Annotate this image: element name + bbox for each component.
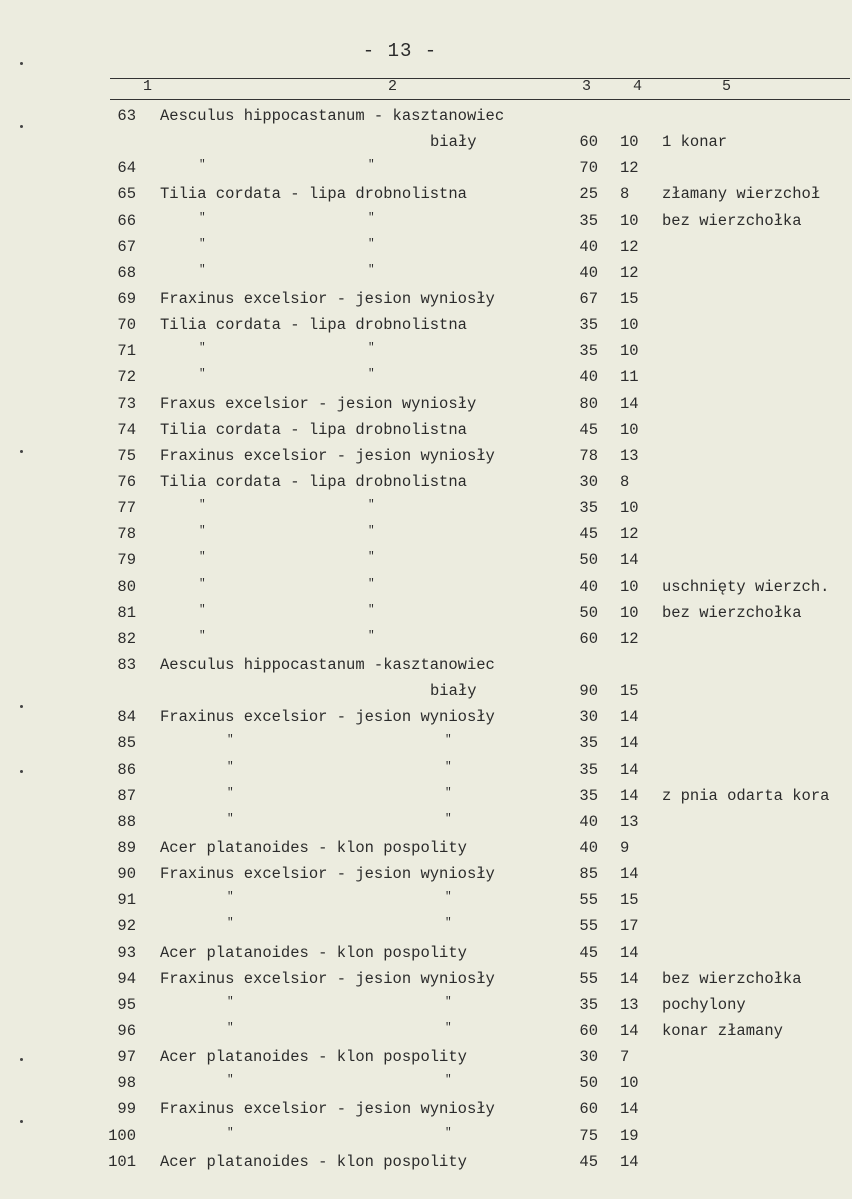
remark: pochylony <box>662 995 746 1014</box>
ditto-mark: " <box>445 760 452 773</box>
row-number: 75 <box>117 446 136 465</box>
ditto-mark: " <box>445 1126 452 1139</box>
species-name: Tilia cordata - lipa drobnolistna <box>160 316 467 335</box>
column-4-value: 14 <box>620 1100 639 1119</box>
column-4-value: 14 <box>620 1021 639 1040</box>
row-number: 98 <box>117 1074 136 1093</box>
ditto-mark: " <box>227 1021 234 1034</box>
column-3-value: 85 <box>579 865 598 884</box>
column-3-value: 78 <box>579 446 598 465</box>
column-3-value: 50 <box>579 603 598 622</box>
remark: uschnięty wierzch. <box>662 577 830 596</box>
row-number: 100 <box>108 1126 136 1145</box>
ditto-mark: " <box>227 1126 234 1139</box>
row-number: 64 <box>117 159 136 178</box>
column-4-value: 14 <box>620 1152 639 1171</box>
column-4-value: 10 <box>620 1074 639 1093</box>
row-number: 65 <box>117 185 136 204</box>
ditto-mark: " <box>445 1074 452 1087</box>
margin-dot <box>20 1120 23 1123</box>
remark: bez wierzchołka <box>662 211 802 230</box>
column-3-value: 40 <box>579 263 598 282</box>
ditto-mark: " <box>368 159 375 172</box>
table-row <box>0 968 852 994</box>
row-number: 78 <box>117 525 136 544</box>
row-number: 66 <box>117 211 136 230</box>
row-number: 81 <box>117 603 136 622</box>
table-row <box>0 549 852 575</box>
column-3-value: 35 <box>579 499 598 518</box>
table-row <box>0 105 852 157</box>
column-3-value: 40 <box>579 838 598 857</box>
species-name: Fraxinus excelsior - jesion wyniosły <box>160 969 495 988</box>
species-name: Acer platanoides - klon pospolity <box>160 943 467 962</box>
species-name: Acer platanoides - klon pospolity <box>160 1048 467 1067</box>
row-number: 87 <box>117 786 136 805</box>
row-number: 97 <box>117 1048 136 1067</box>
table-row <box>0 445 852 471</box>
column-4-value: 15 <box>620 891 639 910</box>
ditto-mark: " <box>227 734 234 747</box>
ditto-mark: " <box>199 629 206 642</box>
species-name-continued: biały <box>430 133 477 151</box>
column-4-value: 10 <box>620 420 639 439</box>
ditto-mark: " <box>199 263 206 276</box>
table-row <box>0 759 852 785</box>
ditto-mark: " <box>368 263 375 276</box>
column-3-value: 35 <box>579 342 598 361</box>
species-name: Acer platanoides - klon pospolity <box>160 1152 467 1171</box>
column-3-value: 55 <box>579 917 598 936</box>
table-row <box>0 1125 852 1151</box>
table-row <box>0 419 852 445</box>
column-3-value: 60 <box>579 133 598 151</box>
column-3-value: 60 <box>579 629 598 648</box>
table-row <box>0 236 852 262</box>
column-3-value: 35 <box>579 786 598 805</box>
ditto-mark: " <box>227 760 234 773</box>
table-row <box>0 523 852 549</box>
row-number: 70 <box>117 316 136 335</box>
column-3-value: 67 <box>579 290 598 308</box>
column-4-value: 13 <box>620 446 639 465</box>
column-4-value: 13 <box>620 812 639 831</box>
column-3-value: 40 <box>579 237 598 256</box>
species-name: Fraxinus excelsior - jesion wyniosły <box>160 446 495 465</box>
column-4-value: 10 <box>620 316 639 335</box>
table-row <box>0 863 852 889</box>
row-number: 88 <box>117 812 136 831</box>
remark: konar złamany <box>662 1021 783 1040</box>
ditto-mark: " <box>368 499 375 512</box>
column-3-value: 45 <box>579 525 598 544</box>
ditto-mark: " <box>368 629 375 642</box>
species-name: Fraxinus excelsior - jesion wyniosły <box>160 290 495 308</box>
column-4-value: 10 <box>620 577 639 596</box>
ditto-mark: " <box>199 211 206 224</box>
row-number: 79 <box>117 551 136 570</box>
column-3-value: 75 <box>579 1126 598 1145</box>
species-name: Tilia cordata - lipa drobnolistna <box>160 185 467 204</box>
column-4-value: 8 <box>620 185 630 204</box>
table-row <box>0 602 852 628</box>
column-3-value: 50 <box>579 1074 598 1093</box>
table-row <box>0 366 852 392</box>
table-row <box>0 393 852 419</box>
ditto-mark: " <box>445 786 452 799</box>
row-number: 71 <box>117 342 136 361</box>
margin-dot <box>20 450 23 453</box>
table-row <box>0 157 852 183</box>
ditto-mark: " <box>368 368 375 381</box>
margin-dot <box>20 1058 23 1061</box>
row-number: 80 <box>117 577 136 596</box>
ditto-mark: " <box>368 525 375 538</box>
column-3-value: 30 <box>579 708 598 727</box>
ditto-mark: " <box>199 368 206 381</box>
column-4-value: 14 <box>620 708 639 727</box>
column-4-value: 19 <box>620 1126 639 1145</box>
table-row <box>0 576 852 602</box>
column-4-value: 14 <box>620 394 639 413</box>
row-number: 83 <box>117 655 136 674</box>
table-row <box>0 471 852 497</box>
column-4-value: 8 <box>620 472 630 491</box>
species-name: Aesculus hippocastanum -kasztanowiec <box>160 655 495 674</box>
column-4-value: 10 <box>620 211 639 230</box>
column-3-value: 50 <box>579 551 598 570</box>
species-name: Fraxinus excelsior - jesion wyniosły <box>160 708 495 727</box>
row-number: 63 <box>117 107 136 125</box>
table-header-rule <box>110 99 850 100</box>
table-row <box>0 1072 852 1098</box>
row-number: 90 <box>117 865 136 884</box>
column-3-value: 35 <box>579 316 598 335</box>
column-4-value: 10 <box>620 603 639 622</box>
ditto-mark: " <box>227 891 234 904</box>
margin-dot <box>20 62 23 65</box>
column-4-value: 14 <box>620 943 639 962</box>
column-3-value: 55 <box>579 891 598 910</box>
column-4-value: 13 <box>620 995 639 1014</box>
species-name: Tilia cordata - lipa drobnolistna <box>160 420 467 439</box>
ditto-mark: " <box>368 342 375 355</box>
row-number: 95 <box>117 995 136 1014</box>
table-top-rule <box>110 78 850 79</box>
remark: bez wierzchołka <box>662 969 802 988</box>
column-4-value: 9 <box>620 838 630 857</box>
table-row <box>0 785 852 811</box>
row-number: 84 <box>117 708 136 727</box>
row-number: 89 <box>117 838 136 857</box>
column-3-value: 45 <box>579 943 598 962</box>
row-number: 68 <box>117 263 136 282</box>
column-3-value: 90 <box>579 681 598 700</box>
table-row <box>0 915 852 941</box>
row-number: 92 <box>117 917 136 936</box>
remark: z pnia odarta kora <box>662 786 830 805</box>
species-name: Tilia cordata - lipa drobnolistna <box>160 472 467 491</box>
ditto-mark: " <box>199 577 206 590</box>
row-number: 82 <box>117 629 136 648</box>
table-row <box>0 210 852 236</box>
column-4-value: 10 <box>620 342 639 361</box>
column-4-value: 14 <box>620 760 639 779</box>
column-3-value: 80 <box>579 394 598 413</box>
ditto-mark: " <box>368 603 375 616</box>
ditto-mark: " <box>368 551 375 564</box>
ditto-mark: " <box>199 342 206 355</box>
column-4-value: 14 <box>620 551 639 570</box>
column-3-value: 35 <box>579 760 598 779</box>
column-4-value: 15 <box>620 681 639 700</box>
column-3-value: 35 <box>579 211 598 230</box>
ditto-mark: " <box>368 211 375 224</box>
species-name: Fraxinus excelsior - jesion wyniosły <box>160 1100 495 1119</box>
column-4-value: 11 <box>620 368 639 387</box>
table-row <box>0 837 852 863</box>
ditto-mark: " <box>445 734 452 747</box>
species-name-continued: biały <box>430 681 477 700</box>
column-4-value: 14 <box>620 786 639 805</box>
column-4-value: 12 <box>620 263 639 282</box>
column-3-value: 25 <box>579 185 598 204</box>
column-4-value: 10 <box>620 499 639 518</box>
tree-inventory-table <box>0 105 852 1177</box>
species-name: Aesculus hippocastanum - kasztanowiec <box>160 107 505 125</box>
column-4-value: 15 <box>620 290 639 308</box>
column-3-value: 30 <box>579 472 598 491</box>
table-row <box>0 942 852 968</box>
table-row <box>0 497 852 523</box>
row-number: 74 <box>117 420 136 439</box>
column-4-value: 14 <box>620 865 639 884</box>
margin-dot <box>20 125 23 128</box>
table-row <box>0 1151 852 1177</box>
column-4-value: 7 <box>620 1048 630 1067</box>
column-3-value: 60 <box>579 1021 598 1040</box>
ditto-mark: " <box>445 891 452 904</box>
row-number: 94 <box>117 969 136 988</box>
column-3-value: 40 <box>579 368 598 387</box>
column-4-value: 12 <box>620 525 639 544</box>
ditto-mark: " <box>227 917 234 930</box>
table-row <box>0 183 852 209</box>
table-row <box>0 811 852 837</box>
row-number: 76 <box>117 472 136 491</box>
column-4-value: 10 <box>620 133 639 151</box>
table-row <box>0 1098 852 1124</box>
ditto-mark: " <box>199 603 206 616</box>
column-3-value: 45 <box>579 1152 598 1171</box>
column-3-value: 40 <box>579 812 598 831</box>
column-3-value: 70 <box>579 159 598 178</box>
table-row <box>0 732 852 758</box>
column-3-value: 35 <box>579 734 598 753</box>
row-number: 72 <box>117 368 136 387</box>
table-row <box>0 340 852 366</box>
row-number: 93 <box>117 943 136 962</box>
column-header-2: 2 <box>388 78 398 95</box>
species-name: Acer platanoides - klon pospolity <box>160 838 467 857</box>
column-3-value: 45 <box>579 420 598 439</box>
ditto-mark: " <box>445 995 452 1008</box>
column-4-value: 14 <box>620 969 639 988</box>
column-header-3: 3 <box>582 78 592 95</box>
ditto-mark: " <box>199 159 206 172</box>
column-3-value: 30 <box>579 1048 598 1067</box>
column-header-5: 5 <box>722 78 732 95</box>
ditto-mark: " <box>445 917 452 930</box>
margin-dot <box>20 770 23 773</box>
remark: bez wierzchołka <box>662 603 802 622</box>
row-number: 85 <box>117 734 136 753</box>
table-row <box>0 1020 852 1046</box>
row-number: 96 <box>117 1021 136 1040</box>
row-number: 73 <box>117 394 136 413</box>
column-4-value: 12 <box>620 159 639 178</box>
ditto-mark: " <box>227 812 234 825</box>
species-name: Fraxinus excelsior - jesion wyniosły <box>160 865 495 884</box>
ditto-mark: " <box>227 995 234 1008</box>
column-4-value: 12 <box>620 629 639 648</box>
row-number: 77 <box>117 499 136 518</box>
table-row <box>0 654 852 706</box>
row-number: 91 <box>117 891 136 910</box>
table-row <box>0 1046 852 1072</box>
ditto-mark: " <box>199 551 206 564</box>
row-number: 86 <box>117 760 136 779</box>
row-number: 99 <box>117 1100 136 1119</box>
column-3-value: 60 <box>579 1100 598 1119</box>
column-4-value: 14 <box>620 734 639 753</box>
row-number: 101 <box>108 1152 136 1171</box>
ditto-mark: " <box>199 499 206 512</box>
column-4-value: 17 <box>620 917 639 936</box>
margin-dot <box>20 705 23 708</box>
column-header-1: 1 <box>143 78 153 95</box>
column-3-value: 40 <box>579 577 598 596</box>
species-name: Fraxus excelsior - jesion wyniosły <box>160 394 477 413</box>
ditto-mark: " <box>368 577 375 590</box>
ditto-mark: " <box>227 786 234 799</box>
table-row <box>0 706 852 732</box>
table-row <box>0 628 852 654</box>
ditto-mark: " <box>227 1074 234 1087</box>
ditto-mark: " <box>445 812 452 825</box>
ditto-mark: " <box>199 525 206 538</box>
column-3-value: 35 <box>579 995 598 1014</box>
column-header-4: 4 <box>633 78 643 95</box>
ditto-mark: " <box>445 1021 452 1034</box>
table-row <box>0 889 852 915</box>
table-row <box>0 262 852 288</box>
page-number: - 13 - <box>362 40 438 62</box>
ditto-mark: " <box>199 237 206 250</box>
table-row <box>0 288 852 314</box>
row-number: 69 <box>117 290 136 308</box>
row-number: 67 <box>117 237 136 256</box>
table-row <box>0 314 852 340</box>
remark: 1 konar <box>662 133 728 151</box>
table-row <box>0 994 852 1020</box>
column-4-value: 12 <box>620 237 639 256</box>
column-3-value: 55 <box>579 969 598 988</box>
remark: złamany wierzchoł <box>662 185 821 204</box>
ditto-mark: " <box>368 237 375 250</box>
